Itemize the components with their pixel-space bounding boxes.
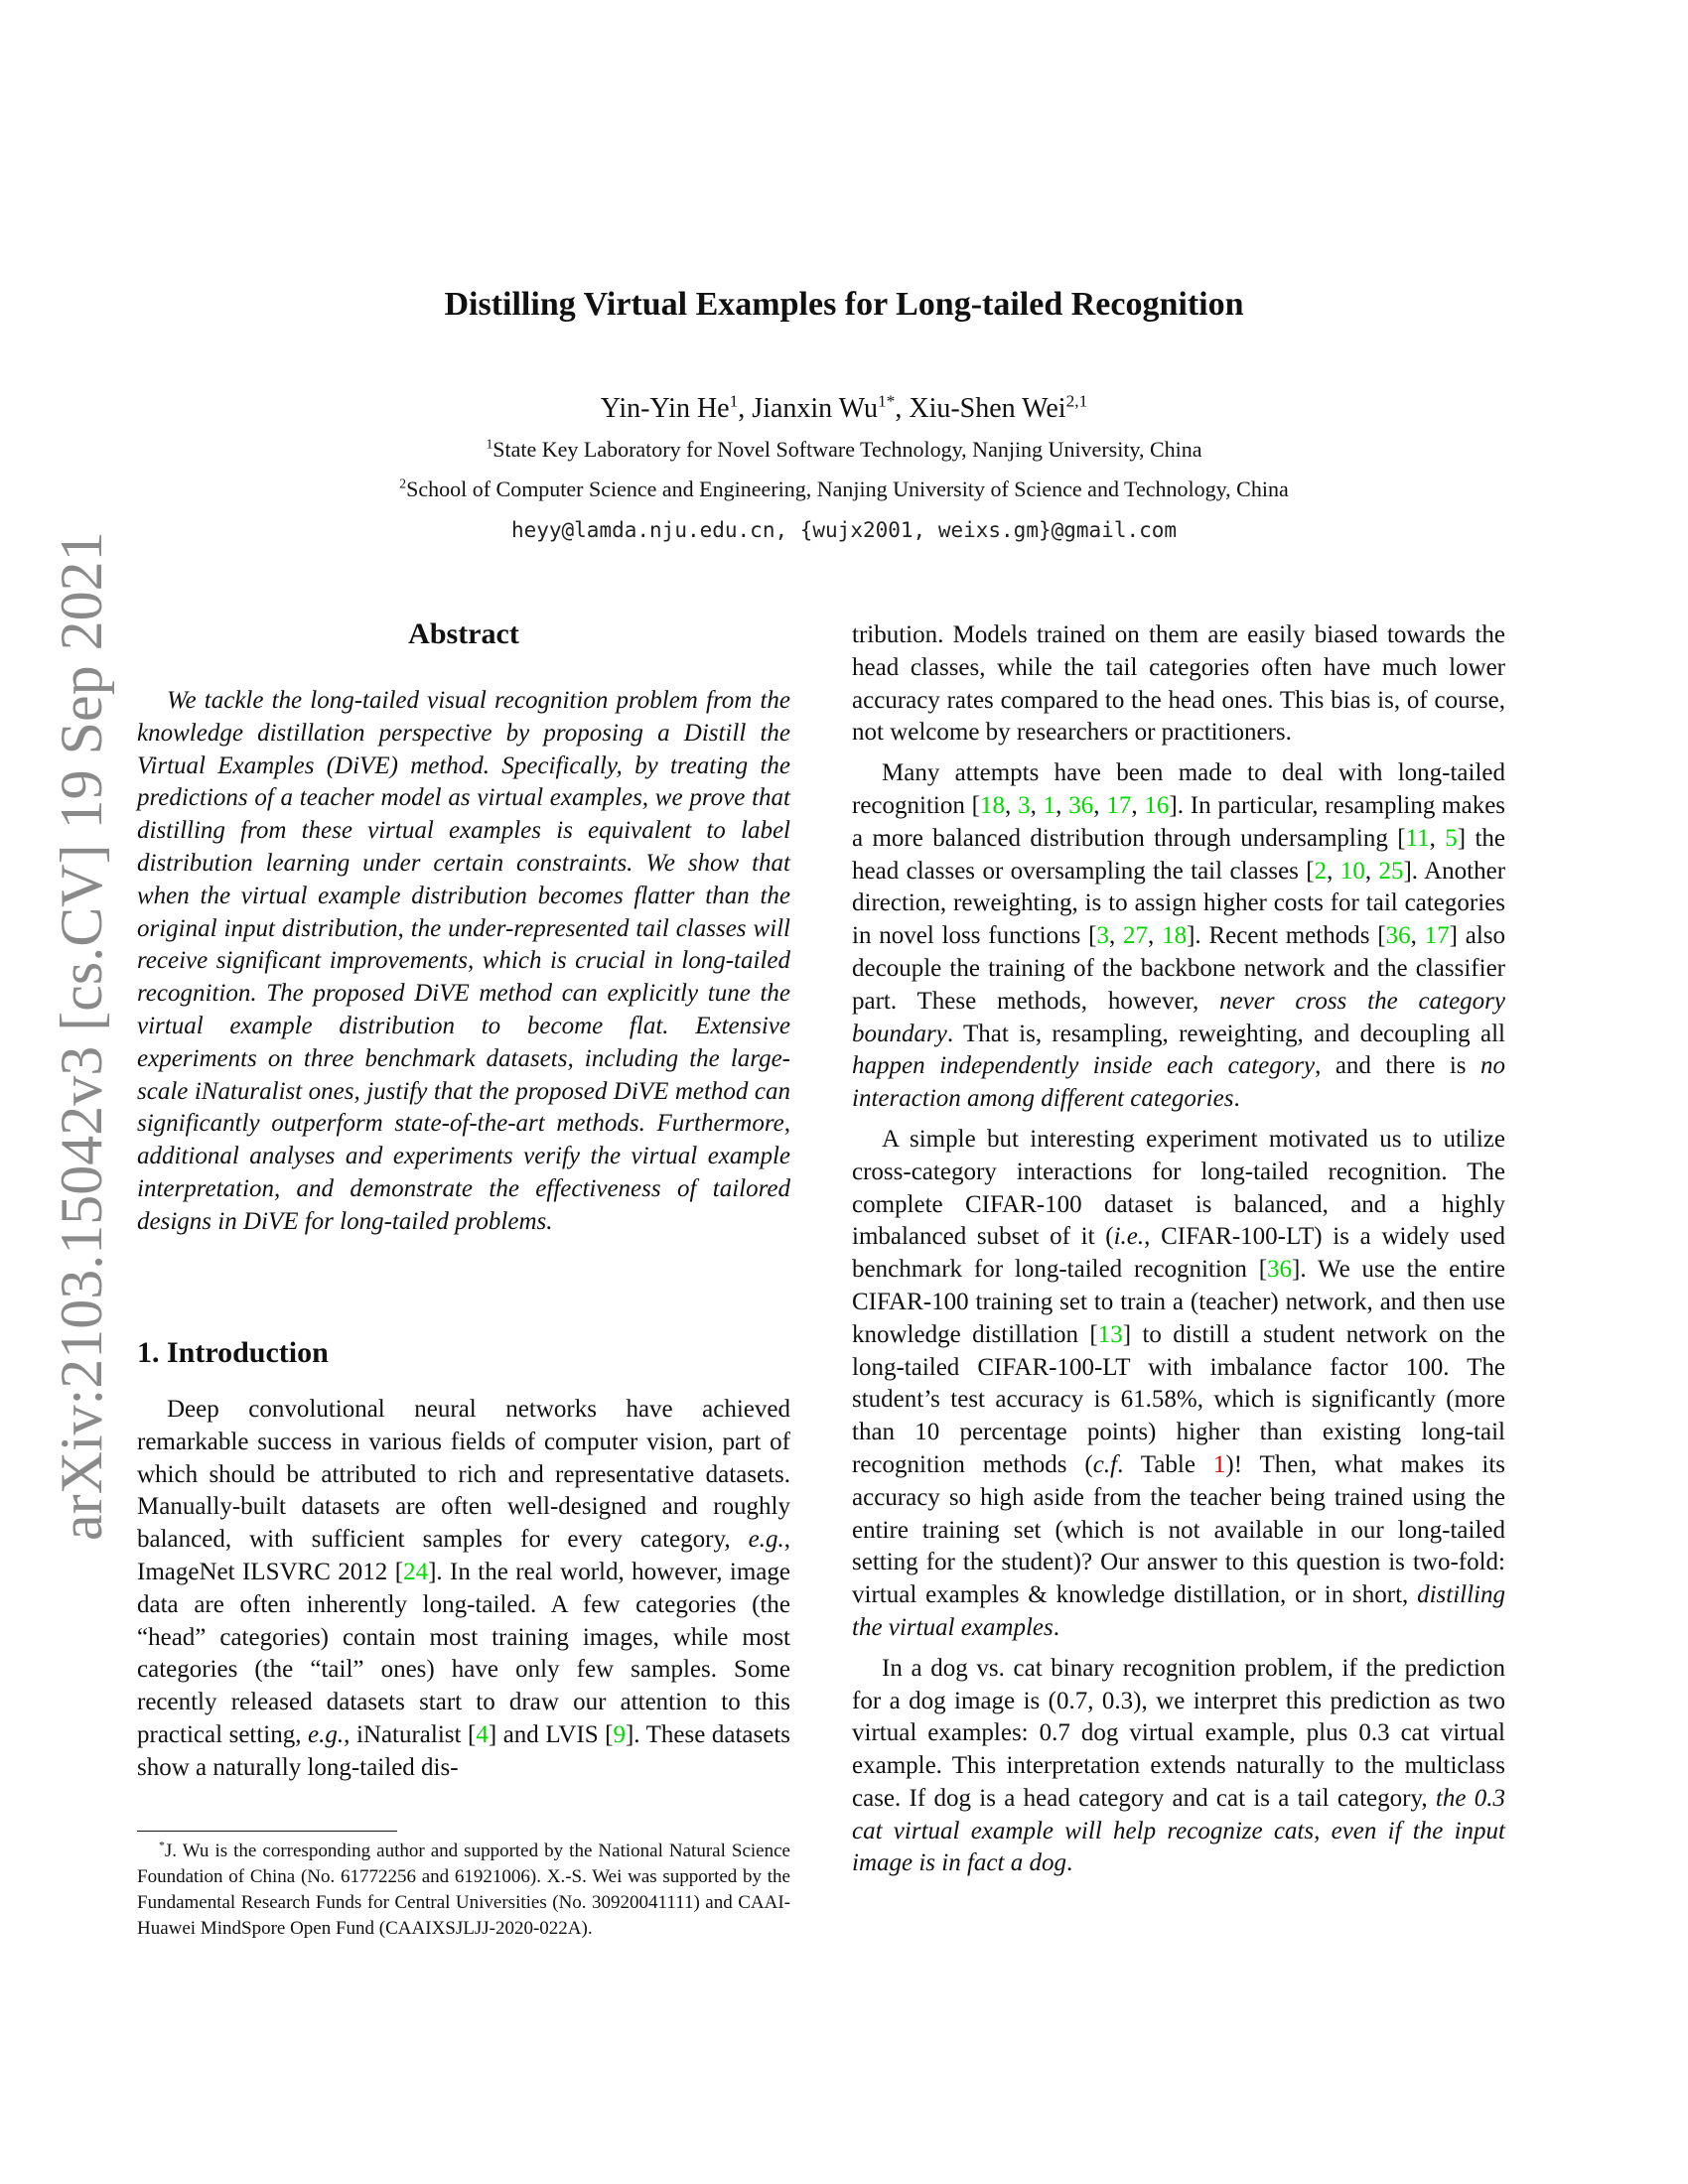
citation-link[interactable]: 11 [1405, 824, 1430, 852]
section-heading-introduction: 1. Introduction [137, 1336, 329, 1369]
affiliation-mark: 1 [486, 436, 493, 452]
citation-link[interactable]: 16 [1144, 791, 1170, 819]
citation-link[interactable]: 1 [1043, 791, 1056, 819]
citation-link[interactable]: 36 [1267, 1256, 1293, 1284]
citation-link[interactable]: 18 [1162, 922, 1188, 950]
author-affil-mark: 2,1 [1065, 391, 1088, 411]
citation-link[interactable]: 3 [1096, 922, 1109, 950]
author-name: Jianxin Wu [752, 393, 878, 424]
citation-link[interactable]: 17 [1106, 791, 1132, 819]
affiliation [0, 437, 1688, 463]
footnote-text: J. Wu is the corresponding author and supported by the National Natural Science Foundation of China (No. 61772256 and 61921006). X.-S. Wei was supported by the Fundamental Research Funds for Central Universities (No. 30920041111) and CAAI-Huawei MindSpore Open Fund (CAAIXSJLJJ-2020-022A). [137, 1841, 790, 1939]
author-name: Xiu-Shen Wei [909, 393, 1066, 424]
abstract-heading: Abstract [408, 617, 519, 650]
affiliation-text: State Key Laboratory for Novel Software Technology, Nanjing University, China [492, 437, 1202, 462]
citation-link[interactable]: 18 [980, 791, 1005, 819]
footnote [137, 1839, 790, 1942]
author-affil-mark: 1* [877, 391, 896, 411]
author-affil-mark: 1 [729, 391, 739, 411]
citation-link[interactable]: 9 [613, 1720, 626, 1748]
author-name: Yin-Yin He [600, 393, 730, 424]
arxiv-sidebar-stamp: arXiv:2103.15042v3 [cs.CV] 19 Sep 2021 [49, 531, 114, 1541]
citation-link[interactable]: 4 [476, 1720, 489, 1748]
intro-right-column [852, 619, 1505, 1880]
intro-paragraph-4: In a dog vs. cat binary recognition problem, if the prediction for a dog image is (0.7, 0.3), we interpret this prediction as two virtual examples: 0.7 dog virtual example, plus 0.3 cat virtual example. This interpretation extends naturally to the multiclass case. If dog is a head category and cat is a tail category, the 0.3 cat virtual example will help recognize cats, even if the input image is in fact a dog. [852, 1654, 1505, 1877]
affiliation [0, 477, 1688, 502]
citation-link[interactable]: 36 [1068, 791, 1094, 819]
citation-link[interactable]: 27 [1123, 922, 1149, 950]
citation-link[interactable]: 3 [1018, 791, 1031, 819]
citation-link[interactable]: 25 [1378, 857, 1404, 885]
citation-link[interactable]: 2 [1314, 857, 1328, 885]
intro-paragraph-2: Many attempts have been made to deal with long-tailed recognition [18, 3, 1, 36, 17, 16]. In particular, resampling makes a more balanced distribution through undersampling [11, 5] the head classes or oversampling the tail classes [2, 10, 25]. Another direction, reweighting, is to assign higher costs for tail categories in novel loss functions [3, 27, 18]. Recent methods [36, 17] also decouple the training of the backbone network and the classifier part. These methods, however, never cross the category boundary. That is, resampling, reweighting, and decoupling all happen independently inside each category, and there is no interaction among different categories. [852, 759, 1506, 1113]
intro-paragraph-1: Deep convolutional neural networks have achieved remarkable success in various fields of computer vision, part of which should be attributed to rich and representative datasets. Manually-built datasets are often well-designed and roughly balanced, with sufficient samples for every category, e.g., ImageNet ILSVRC 2012 [24]. In the real world, however, image data are often inherently long-tailed. A few categories (the “head” categories) contain most training images, while most categories (the “tail” ones) have only few samples. Some recently released datasets start to draw our attention to this practical setting, e.g., iNaturalist [4] and LVIS [9]. These datasets show a naturally long-tailed dis- [137, 1396, 790, 1781]
paper-title: Distilling Virtual Examples for Long-tailed Recognition [444, 286, 1244, 323]
intro-paragraph-3: A simple but interesting experiment motivated us to utilize cross-category interactions for long-tailed recognition. The complete CIFAR-100 dataset is balanced, and a highly imbalanced subset of it (i.e., CIFAR-100-LT) is a widely used benchmark for long-tailed recognition [36]. We use the entire CIFAR-100 training set to train a (teacher) network, and then use knowledge distillation [13] to distill a student network on the long-tailed CIFAR-100-LT with imbalance factor 100. The student’s test accuracy is 61.58%, which is significantly (more than 10 percentage points) higher than existing long-tail recognition methods (c.f. Table 1)! Then, what makes its accuracy so high aside from the teacher being trained using the entire training set (which is not available in our long-tailed setting for the student)? Our answer to this question is two-fold: virtual examples & knowledge distillation, or in short, distilling the virtual examples. [852, 1125, 1506, 1641]
table-reference-link[interactable]: 1 [1212, 1450, 1226, 1478]
citation-link[interactable]: 13 [1097, 1320, 1123, 1348]
author-emails: heyy@lamda.nju.edu.cn, {wujx2001, weixs.gm}@gmail.com [510, 518, 1178, 542]
intro-paragraph-1-continued: tribution. Models trained on them are easily biased towards the head classes, while the tail categories often have much lower accuracy rates compared to the head ones. This bias is, of course, not welcome by researchers or practitioners. [852, 621, 1505, 747]
abstract-body [137, 685, 790, 1239]
citation-link[interactable]: 36 [1385, 922, 1411, 950]
footnote-rule [137, 1831, 397, 1832]
affiliation-text: School of Computer Science and Engineering, Nanjing University of Science and Technology, China [406, 477, 1289, 501]
author-list: Yin-Yin He$^1$, Jianxin $Wu^{1*}$, Xiu-Shen Wei$^{2,1}$ [600, 391, 1088, 424]
citation-link[interactable]: 17 [1424, 922, 1450, 950]
footnote-mark: * [159, 1839, 165, 1852]
citation-link[interactable]: 24 [403, 1558, 429, 1585]
citation-link[interactable]: 10 [1339, 857, 1365, 885]
citation-link[interactable]: 5 [1445, 824, 1458, 852]
abstract-paragraph: We tackle the long-tailed visual recognition problem from the knowledge distillation perspective by proposing a Distill the Virtual Examples (DiVE) method. Specifically, by treating the predictions of a teacher model as virtual examples, we prove that distilling from these virtual examples is equivalent to label distribution learning under certain constraints. We show that when the virtual example distribution becomes flatter than the original input distribution, the under-represented tail classes will receive significant improvements, which is crucial in long-tailed recognition. The proposed DiVE method can explicitly tune the virtual example distribution to become flat. Extensive experiments on three benchmark datasets, including the large-scale iNaturalist ones, justify that the proposed DiVE method can significantly outperform state-of-the-art methods. Furthermore, additional analyses and experiments verify the virtual example interpretation, and demonstrate the effectiveness of tailored designs in DiVE for long-tailed problems. [137, 687, 790, 1235]
affiliation-mark: 2 [399, 476, 407, 491]
